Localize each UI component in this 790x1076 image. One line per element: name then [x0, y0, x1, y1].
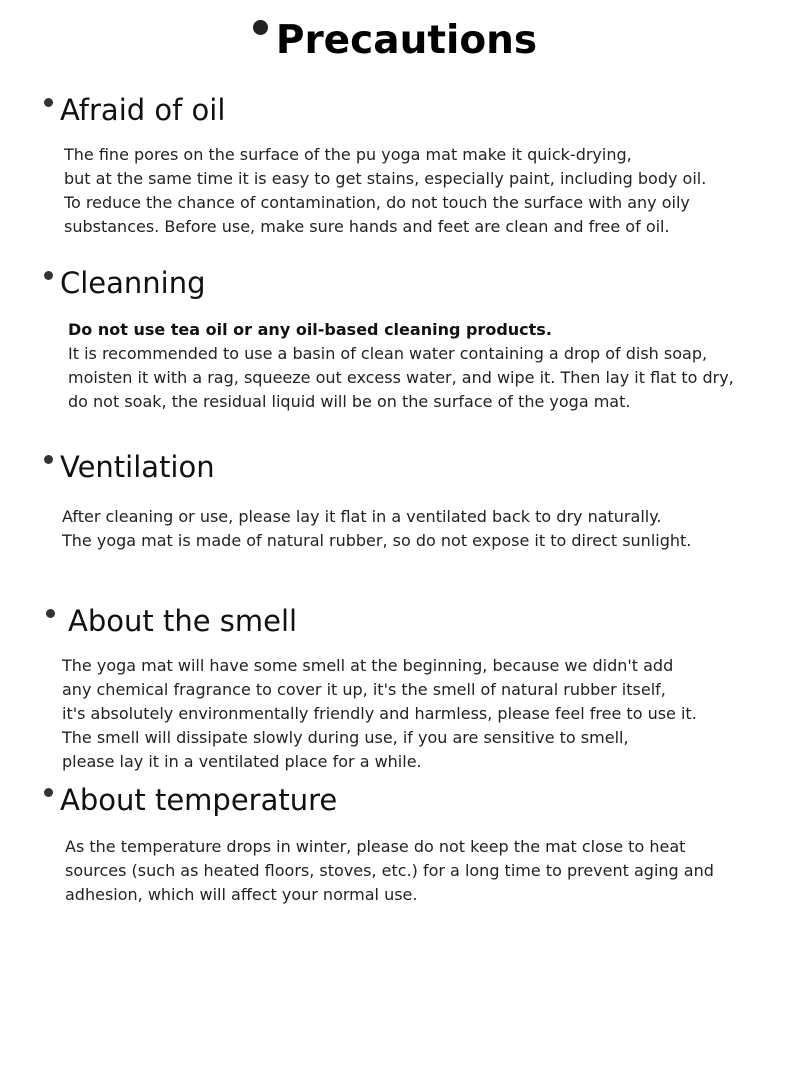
section-heading-text: Ventilation [60, 450, 215, 484]
section-heading-text: About temperature [60, 783, 338, 817]
body-line: As the temperature drops in winter, please do not keep the mat close to heat [65, 837, 686, 856]
section-heading-cleaning [44, 266, 206, 300]
section-heading-oil [44, 93, 225, 127]
body-line: The yoga mat will have some smell at the beginning, because we didn't add [62, 656, 674, 675]
section-heading-text: About the smell [68, 604, 298, 638]
page-title-text: Precautions [275, 18, 538, 63]
bullet-dot-icon [44, 455, 53, 464]
page-title [0, 18, 790, 63]
bullet-dot-icon [253, 20, 268, 35]
section-heading-smell [46, 604, 297, 638]
bullet-dot-icon [44, 98, 53, 107]
section-heading-text: Cleanning [60, 266, 206, 300]
body-line: do not soak, the residual liquid will be on the surface of the yoga mat. [68, 392, 631, 411]
body-line: any chemical fragrance to cover it up, it's the smell of natural rubber itself, [62, 680, 666, 699]
section-body-oil [64, 143, 706, 239]
body-line: After cleaning or use, please lay it flat in a ventilated back to dry naturally. [62, 507, 662, 526]
bullet-dot-icon [44, 271, 53, 280]
section-heading-temperature [44, 783, 337, 817]
body-line: To reduce the chance of contamination, do not touch the surface with any oily [64, 193, 690, 212]
body-line: The fine pores on the surface of the pu yoga mat make it quick-drying, [64, 145, 632, 164]
body-lead-line: Do not use tea oil or any oil-based cleaning products. [68, 320, 552, 339]
body-line: please lay it in a ventilated place for a while. [62, 752, 422, 771]
section-body-cleaning [68, 318, 734, 414]
body-line: The smell will dissipate slowly during use, if you are sensitive to smell, [62, 728, 629, 747]
section-heading-text: Afraid of oil [60, 93, 226, 127]
body-line: It is recommended to use a basin of clean water containing a drop of dish soap, [68, 344, 708, 363]
section-body-temperature [65, 835, 714, 907]
body-line: but at the same time it is easy to get stains, especially paint, including body oil. [64, 169, 707, 188]
body-line: adhesion, which will affect your normal use. [65, 885, 418, 904]
body-line: The yoga mat is made of natural rubber, so do not expose it to direct sunlight. [62, 531, 692, 550]
section-body-ventilation [62, 505, 691, 553]
body-line: substances. Before use, make sure hands and feet are clean and free of oil. [64, 217, 670, 236]
body-line: moisten it with a rag, squeeze out excess water, and wipe it. Then lay it flat to dry, [68, 368, 734, 387]
bullet-dot-icon [44, 788, 53, 797]
section-body-smell [62, 654, 697, 774]
body-line: sources (such as heated floors, stoves, etc.) for a long time to prevent aging and [65, 861, 714, 880]
section-heading-ventilation [44, 450, 215, 484]
bullet-dot-icon [46, 609, 55, 618]
body-line: it's absolutely environmentally friendly and harmless, please feel free to use it. [62, 704, 697, 723]
